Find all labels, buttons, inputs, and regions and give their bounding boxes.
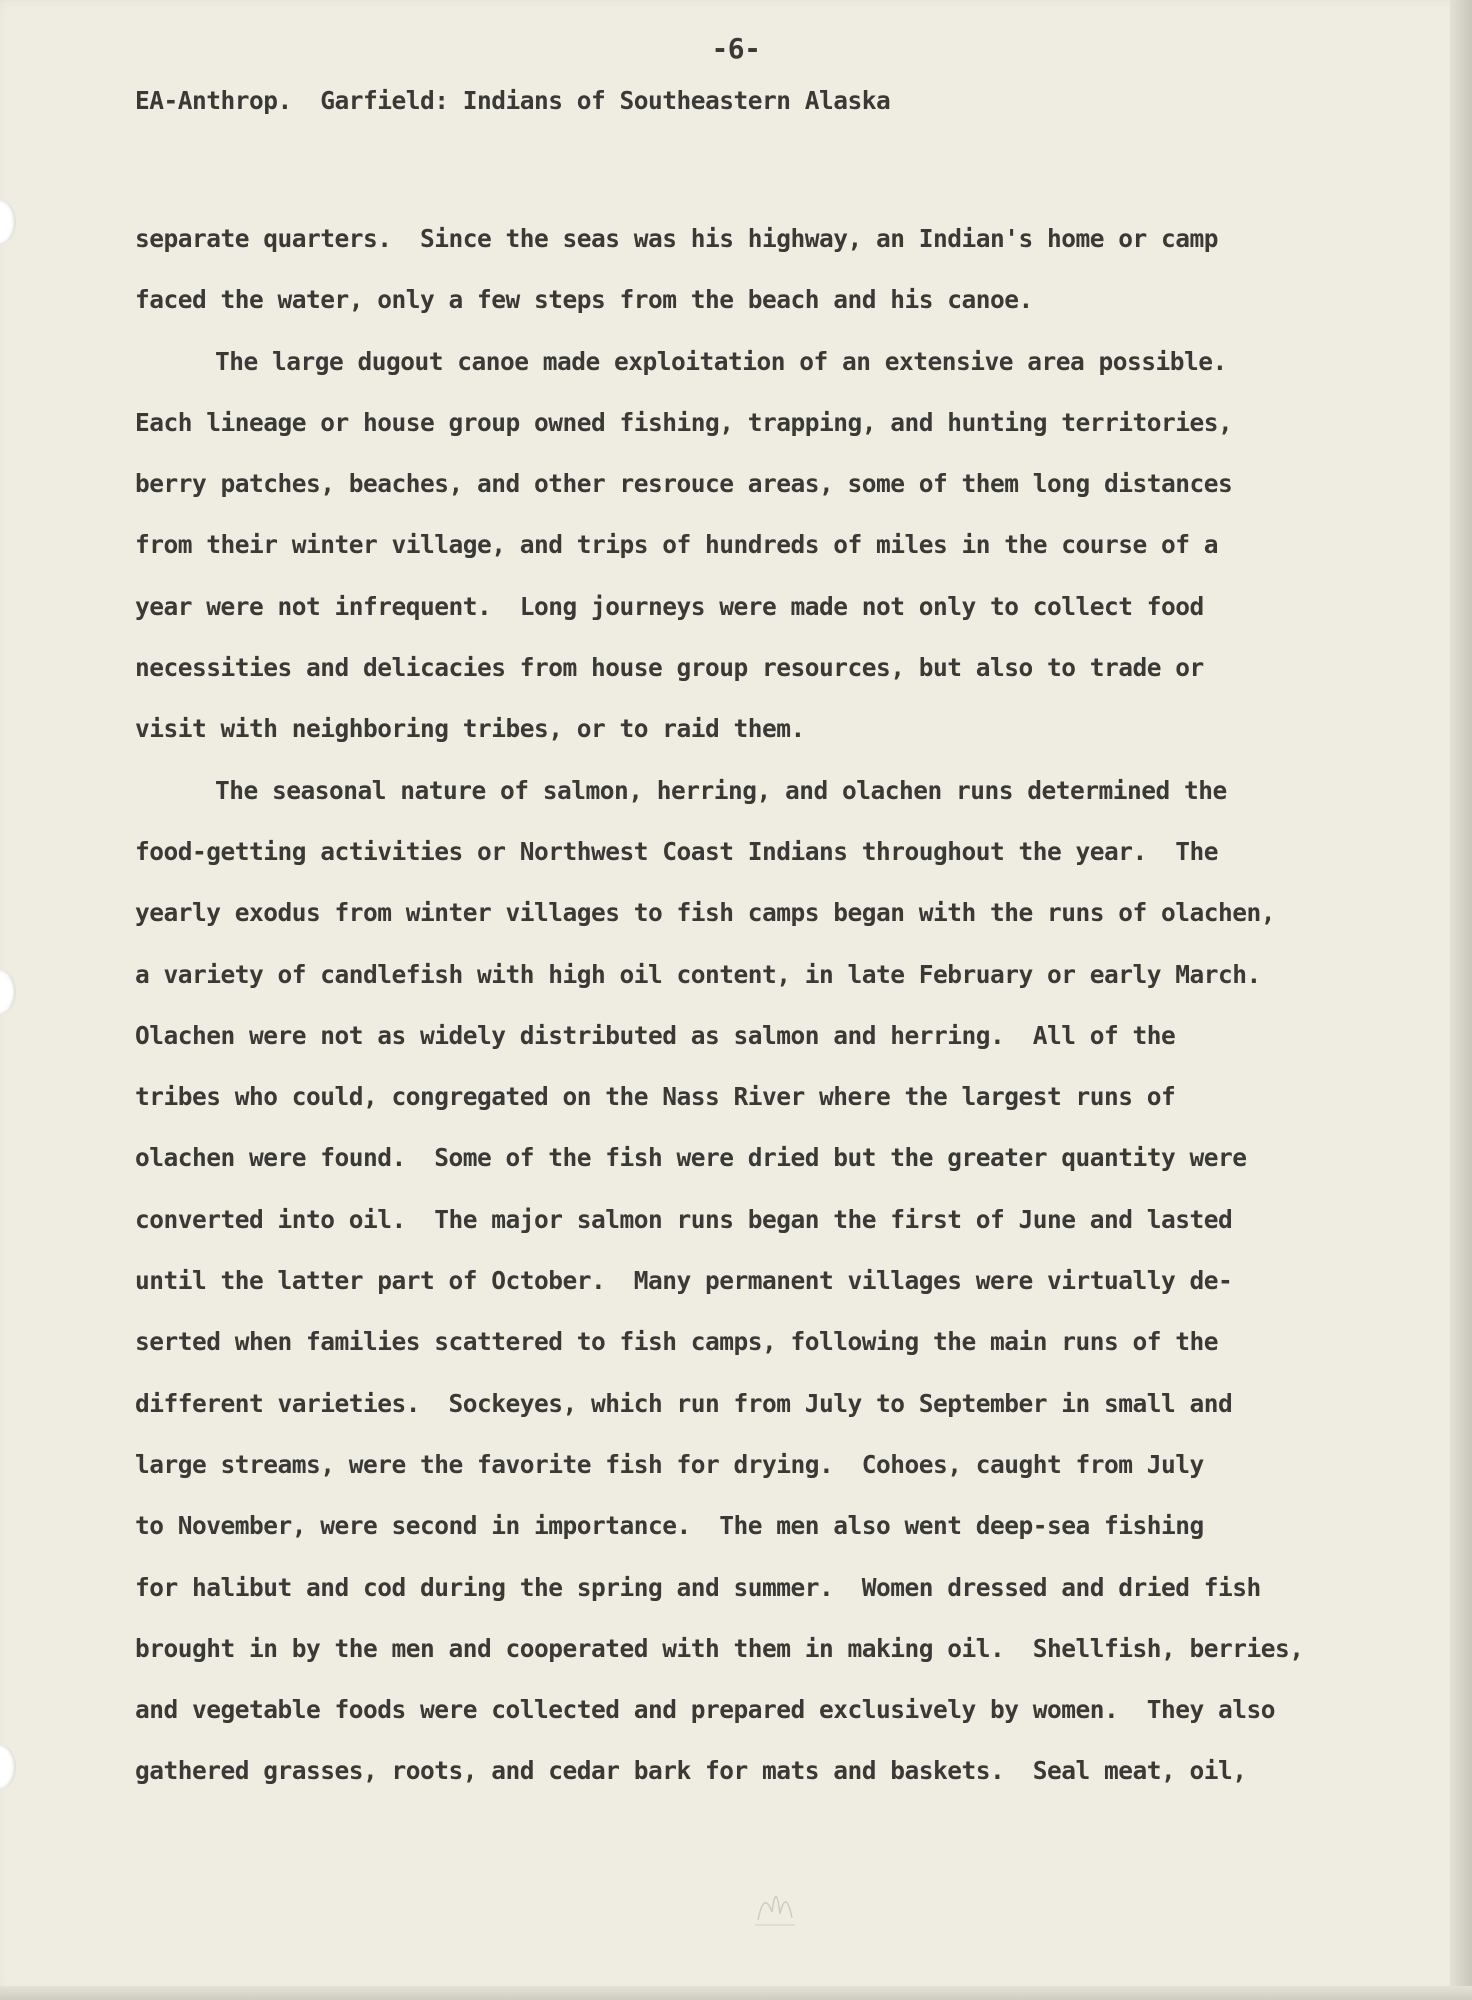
- text-line: and vegetable foods were collected and prepared exclusively by women. They also: [135, 1695, 1276, 1725]
- text-line: large streams, were the favorite fish for drying. Cohoes, caught from July: [135, 1449, 1204, 1479]
- text-line: The seasonal nature of salmon, herring, and olachen runs determined the: [215, 775, 1227, 805]
- text-line: necessities and delicacies from house group resources, but also to trade or: [135, 653, 1204, 683]
- text-line: tribes who could, congregated on the Nass River where the largest runs of: [135, 1082, 1176, 1112]
- text-line: berry patches, beaches, and other resrouce areas, some of them long distances: [135, 469, 1233, 499]
- text-line: brought in by the men and cooperated with them in making oil. Shellfish, berries,: [135, 1633, 1304, 1663]
- text-line: food-getting activities or Northwest Coast Indians throughout the year. The: [135, 836, 1219, 866]
- text-line: The large dugout canoe made exploitation of an extensive area possible.: [215, 346, 1227, 376]
- text-line: from their winter village, and trips of hundreds of miles in the course of a: [135, 530, 1219, 560]
- text-line: gathered grasses, roots, and cedar bark for mats and baskets. Seal meat, oil,: [135, 1756, 1247, 1786]
- text-line: for halibut and cod during the spring and summer. Women dressed and dried fish: [135, 1572, 1261, 1602]
- text-line: to November, were second in importance. The men also went deep-sea fishing: [135, 1511, 1204, 1541]
- punch-hole-middle: [0, 970, 16, 1014]
- page-bottom-edge: [0, 1986, 1472, 2000]
- running-header: EA-Anthrop. Garfield: Indians of Southeastern Alaska: [135, 86, 891, 115]
- text-line: serted when families scattered to fish camps, following the main runs of the: [135, 1327, 1219, 1357]
- page-right-edge: [1450, 0, 1472, 2000]
- punch-hole-top: [0, 200, 16, 244]
- page-number: -6-: [711, 32, 761, 65]
- body-text: [135, 208, 1365, 1802]
- text-line: yearly exodus from winter villages to fish camps began with the runs of olachen,: [135, 898, 1276, 928]
- text-line: converted into oil. The major salmon runs began the first of June and lasted: [135, 1204, 1233, 1234]
- text-line: faced the water, only a few steps from the beach and his canoe.: [135, 285, 1033, 315]
- ink-smudge: [750, 1870, 800, 1930]
- text-line: visit with neighboring tribes, or to raid them.: [135, 714, 805, 744]
- text-line: different varieties. Sockeyes, which run from July to September in small and: [135, 1388, 1233, 1418]
- text-line: Olachen were not as widely distributed as salmon and herring. All of the: [135, 1020, 1176, 1050]
- text-line: separate quarters. Since the seas was his highway, an Indian's home or camp: [135, 224, 1219, 253]
- punch-hole-bottom: [0, 1745, 16, 1789]
- text-line: olachen were found. Some of the fish were dried but the greater quantity were: [135, 1143, 1247, 1173]
- text-line: year were not infrequent. Long journeys were made not only to collect food: [135, 591, 1204, 621]
- text-line: Each lineage or house group owned fishing, trapping, and hunting territories,: [135, 407, 1233, 437]
- text-line: a variety of candlefish with high oil content, in late February or early March.: [135, 959, 1261, 989]
- text-line: until the latter part of October. Many permanent villages were virtually de-: [135, 1266, 1233, 1296]
